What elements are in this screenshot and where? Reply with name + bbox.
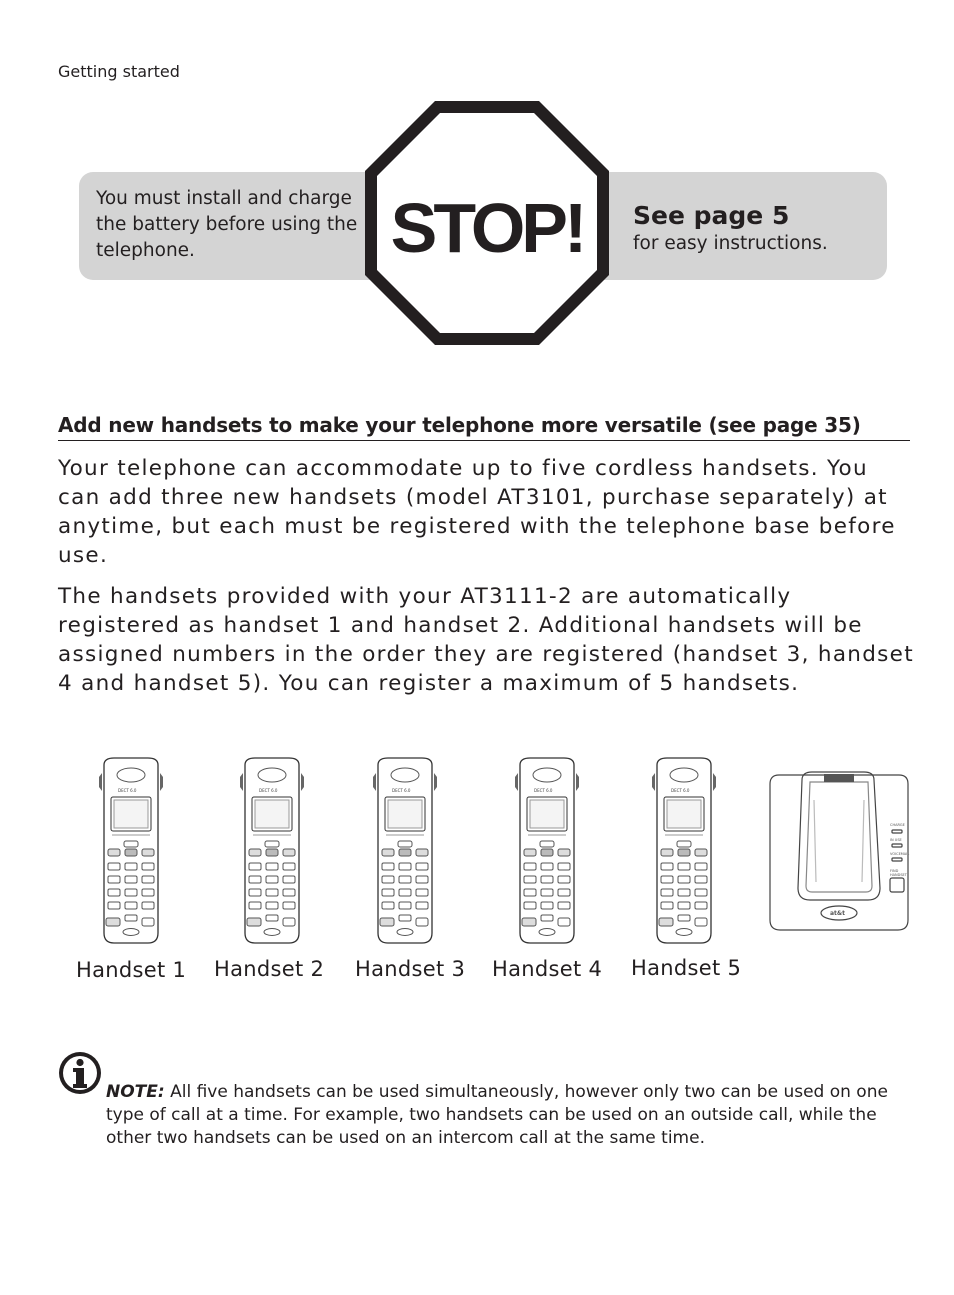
- paragraph: The handsets provided with your AT3111-2 are automatically registered as handset 1 and handset 2. Additional handsets will be assigned numbers in the order they are registered (handset 3, handset 4 and handset 5). You can register a maximum of 5 handsets.: [58, 584, 914, 696]
- svg-text:CHARGE: CHARGE: [890, 823, 905, 827]
- svg-text:IN USE: IN USE: [890, 838, 902, 842]
- handset-icon: [372, 757, 438, 945]
- handset-icon: [514, 757, 580, 945]
- handset-icon: [239, 757, 305, 945]
- stop-word: STOP!: [390, 189, 584, 267]
- handset-label: Handset 5: [631, 956, 742, 980]
- handset-icon: [651, 757, 717, 945]
- paragraph: Your telephone can accommodate up to five cordless handsets. You can add three new handsets (model AT3101, purchase separately) at anytime, but each must be registered with the telephone base before use.: [58, 456, 896, 568]
- svg-text:VOICEMAIL: VOICEMAIL: [890, 852, 910, 856]
- handset-label: Handset 2: [214, 957, 325, 981]
- see-page-callout: [633, 200, 828, 256]
- handset-label: Handset 1: [76, 958, 187, 982]
- handset-label: Handset 4: [492, 957, 603, 981]
- info-icon: [58, 1051, 102, 1095]
- section-header: Getting started: [58, 62, 180, 81]
- svg-text:HANDSET: HANDSET: [890, 873, 907, 877]
- svg-text:FIND: FIND: [890, 869, 899, 873]
- note-body: All five handsets can be used simultaneously, however only two can be used on one type of call at a time. For example, two handsets can be used on an outside call, while the other two handsets can be used on an intercom call at the same time.: [106, 1082, 888, 1148]
- battery-warning-text: You must install and charge the battery before using the telephone.: [96, 188, 358, 261]
- handset-icon: [98, 757, 164, 945]
- easy-instructions-text: for easy instructions.: [633, 233, 828, 254]
- note-text: [106, 1081, 912, 1150]
- telephone-base-icon: [766, 770, 912, 934]
- see-page-link: See page 5: [633, 201, 790, 230]
- section-heading: Add new handsets to make your telephone more versatile (see page 35): [58, 413, 910, 441]
- handset-label: Handset 3: [355, 957, 466, 981]
- brand-label: at&t: [830, 910, 846, 917]
- note-label: NOTE:: [106, 1082, 165, 1102]
